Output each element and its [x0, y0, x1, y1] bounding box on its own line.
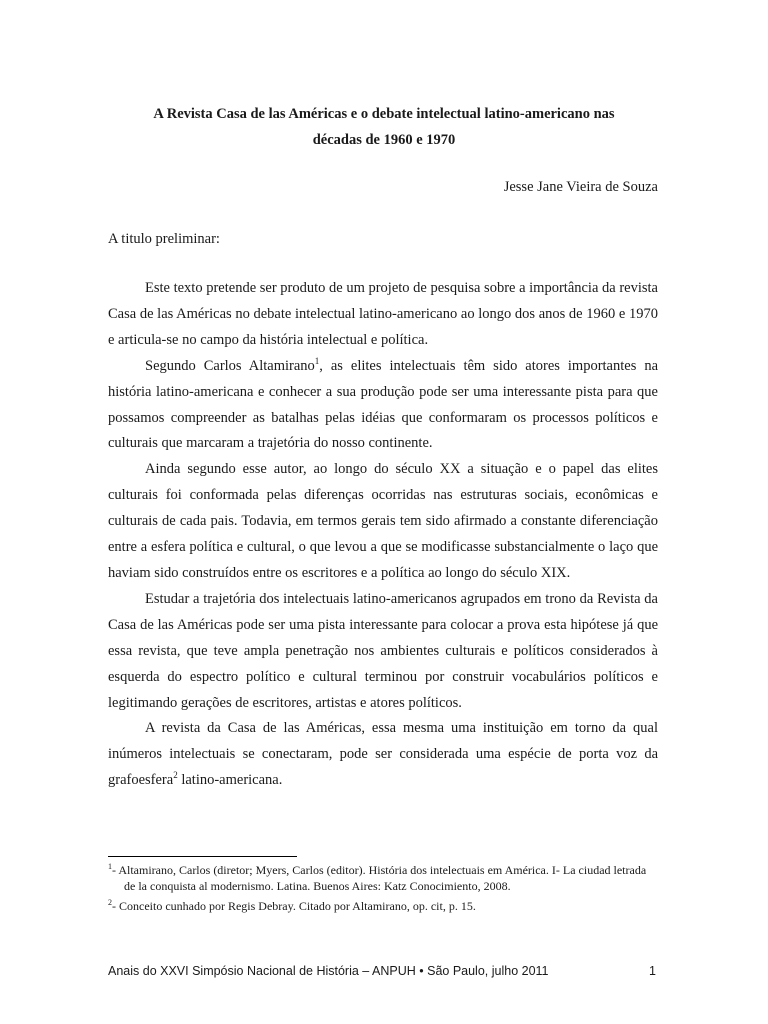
footnotes: [108, 862, 660, 918]
section-heading: A titulo preliminar:: [108, 231, 220, 247]
footnote-separator: [108, 856, 297, 857]
paper-title: [108, 101, 660, 153]
title-line-2: décadas de 1960 e 1970: [312, 132, 456, 148]
paragraph-2-text-b: , as elites intelectuais têm sido atores importantes na história latino-americana e conhecer a sua produção pode ser uma interessante pista para que possamos compreender as batalhas pelas idéias que conformaram os processos políticos e culturais que marcaram a trajetória do nosso continente.: [108, 357, 659, 452]
page-number: 1: [649, 964, 656, 978]
footnote-mark-2: 2: [108, 898, 112, 907]
body-text: [108, 276, 658, 794]
paragraph-4: Estudar a trajetória dos intelectuais latino-americanos agrupados em trono da Revista da Casa de las Américas pode ser uma pista interessante para colocar a prova esta hipótese já que essa revista, que teve ampla penetração nos ambientes culturais e políticos considerados à esquerda do espectro político e cultural terminou por construir vocabulários políticos e legitimando gerações de escritores, artistas e atores políticos.: [108, 590, 658, 711]
paragraph-5-text-a: A revista da Casa de las Américas, essa mesma uma instituição em torno da qual inúmeros intelectuais se conectaram, pode ser considerada uma espécie de porta voz da grafoesfera: [108, 720, 658, 789]
footnote-ref-2[interactable]: 2: [173, 770, 178, 781]
footer-text: Anais do XXVI Simpósio Nacional de História – ANPUH • São Paulo, julho 2011: [108, 964, 549, 978]
paragraph-2-text-a: Segundo Carlos Altamirano: [145, 357, 315, 374]
footnote-text-2: - Conceito cunhado por Regis Debray. Citado por Altamirano, op. cit, p. 15.: [112, 899, 476, 913]
paragraph-2: [108, 354, 658, 458]
title-line-1: A Revista Casa de las Américas e o debate intelectual latino-americano nas: [153, 106, 615, 122]
footnote-1: [108, 862, 660, 894]
footnote-ref-1[interactable]: 1: [314, 355, 320, 366]
paragraph-5: [108, 716, 658, 794]
author-name: Jesse Jane Vieira de Souza: [503, 179, 658, 195]
footnote-2: [108, 898, 660, 914]
paragraph-5-text-b: latino-americana.: [177, 772, 283, 789]
paragraph-3: Ainda segundo esse autor, ao longo do século XX a situação e o papel das elites culturais foi conformada pelas diferenças ocorridas nas estruturas sociais, econômicas e culturais de cada pais. Todavia, em termos gerais tem sido afirmado a constante diferenciação entre a esfera política e cultural, o que levou a que se modificasse substancialmente o laço que haviam sido construídos entre os escritores e a política ao longo do século XIX.: [108, 461, 658, 581]
footnote-text-1: - Altamirano, Carlos (diretor; Myers, Carlos (editor). História dos intelectuais em América. I- La ciudad letrada de la conquista al modernismo. Latina. Buenos Aires: Katz Conocimiento, 2008.: [112, 863, 647, 893]
footnote-mark-1: 1: [108, 862, 112, 871]
page-footer: [108, 964, 656, 978]
paragraph-1: Este texto pretende ser produto de um projeto de pesquisa sobre a importância da revista Casa de las Américas no debate intelectual latino-americano ao longo dos anos de 1960 e 1970 e articula-se no campo da história intelectual e política.: [108, 280, 658, 348]
